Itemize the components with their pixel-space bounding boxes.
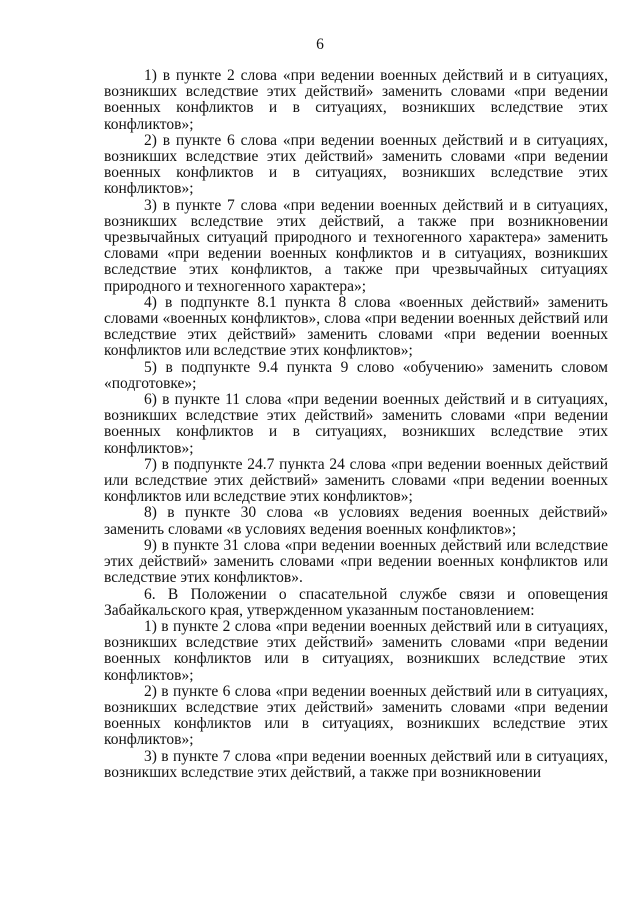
paragraph: 3) в пункте 7 слова «при ведении военных действий и в ситуациях, возникших вследствие этих действий, а также при возникновении чрезвычайных ситуаций природного и техногенного характера» заменить словами «при ведении военных конфликтов и в ситуациях, возникших вследствие этих конфликтов, а также при чрезвычайных ситуациях природного и техногенного характера»; bbox=[104, 196, 608, 295]
paragraph: 8) в пункте 30 слова «в условиях ведения военных действий» заменить словами «в условиях ведения военных конфликтов»; bbox=[104, 504, 608, 538]
paragraph: 9) в пункте 31 слова «при ведении военных действий или вследствие этих действий» заменить словами «при ведении военных конфликтов или вследствие этих конфликтов». bbox=[104, 536, 608, 587]
paragraph: 3) в пункте 7 слова «при ведении военных действий или в ситуациях, возникших вследствие этих действий, а также при возникновении bbox=[104, 747, 608, 781]
paragraph-section-heading: 6. В Положении о спасательной службе связи и оповещения Забайкальского края, утвержденном указанным постановлением: bbox=[104, 585, 608, 619]
paragraph: 2) в пункте 6 слова «при ведении военных действий и в ситуациях, возникших вследствие этих действий» заменить словами «при ведении военных конфликтов и в ситуациях, возникших вследствие этих конфликтов»; bbox=[104, 131, 608, 198]
paragraph: 2) в пункте 6 слова «при ведении военных действий или в ситуациях, возникших вследствие этих действий» заменить словами «при ведении военных конфликтов или в ситуациях, возникших вследствие этих конфликтов»; bbox=[104, 682, 608, 749]
paragraph: 4) в подпункте 8.1 пункта 8 слова «военных действий» заменить словами «военных конфликтов», слова «при ведении военных действий или вследствие этих действий» заменить словами «при ведении военных конфликтов или вследствие этих конфликтов»; bbox=[104, 293, 608, 360]
paragraph: 7) в подпункте 24.7 пункта 24 слова «при ведении военных действий или вследствие этих действий» заменить словами «при ведении военных конфликтов или вследствие этих конфликтов»; bbox=[104, 455, 608, 506]
paragraph: 1) в пункте 2 слова «при ведении военных действий или в ситуациях, возникших вследствие этих действий» заменить словами «при ведении военных конфликтов или в ситуациях, возникших вследствие этих конфликтов»; bbox=[104, 617, 608, 684]
paragraph: 5) в подпункте 9.4 пункта 9 слово «обучению» заменить словом «подготовке»; bbox=[104, 358, 608, 392]
page-number: 6 bbox=[316, 36, 324, 53]
paragraph: 6) в пункте 11 слова «при ведении военных действий и в ситуациях, возникших вследствие этих действий» заменить словами «при ведении военных конфликтов и в ситуациях, возникших вследствие этих конфликтов»; bbox=[104, 391, 608, 457]
document-body bbox=[104, 68, 608, 781]
paragraph: 1) в пункте 2 слова «при ведении военных действий и в ситуациях, возникших вследствие этих действий» заменить словами «при ведении военных конфликтов и в ситуациях, возникших вследствие этих конфликтов»; bbox=[104, 67, 608, 133]
